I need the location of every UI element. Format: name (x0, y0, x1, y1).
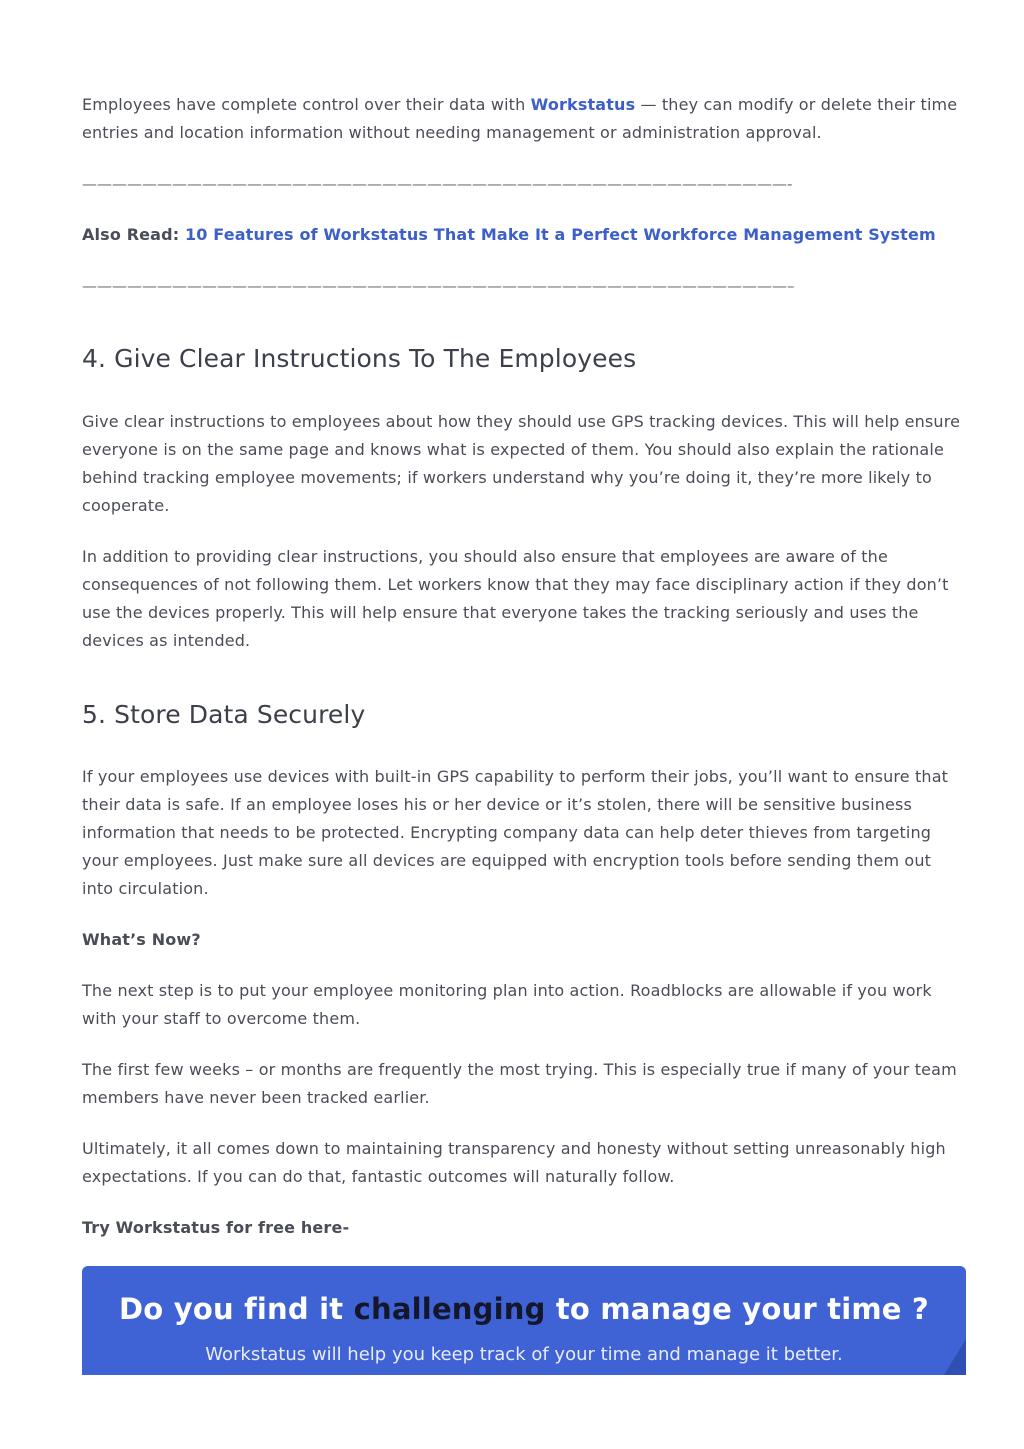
try-workstatus-cta: Try Workstatus for free here- (82, 1218, 350, 1237)
also-read-line (82, 221, 967, 249)
whats-now-label: What’s Now? (82, 930, 201, 949)
divider-bottom: ———————————————————————————————————————————————– (82, 277, 795, 295)
section4-paragraph-1: Give clear instructions to employees about how they should use GPS tracking devices. This will help ensure everyone is on the same page and knows what is expected of them. You should also explain the rationale behind tracking employee movements; if workers understand why you’re doing it, they’re more likely to cooperate. (82, 412, 961, 515)
intro-text-after: — they can modify or delete their time entries and location information without needing management or administration approval. (82, 95, 958, 142)
also-read-link[interactable]: 10 Features of Workstatus That Make It a Perfect Workforce Management System (185, 225, 936, 244)
banner-title-before: Do you find it (119, 1292, 354, 1326)
banner-corner-decoration (944, 1339, 966, 1375)
intro-text-before: Employees have complete control over their data with (82, 95, 531, 114)
intro-paragraph (82, 91, 967, 147)
whats-now-paragraph-3: Ultimately, it all comes down to maintaining transparency and honesty without setting unreasonably high expectations. If you can do that, fantastic outcomes will naturally follow. (82, 1139, 946, 1186)
whats-now-paragraph-1: The next step is to put your employee monitoring plan into action. Roadblocks are allowable if you work with your staff to overcome them. (82, 981, 932, 1028)
section5-heading: 5. Store Data Securely (82, 700, 366, 729)
workstatus-link[interactable]: Workstatus (530, 95, 636, 114)
section4-heading: 4. Give Clear Instructions To The Employees (82, 344, 637, 373)
workstatus-promo-banner[interactable] (82, 1266, 966, 1375)
banner-title-after: to manage your time ? (545, 1292, 929, 1326)
banner-title (82, 1292, 966, 1326)
also-read-label: Also Read: (82, 225, 185, 244)
section4-paragraph-2: In addition to providing clear instructions, you should also ensure that employees are aware of the consequences of not following them. Let workers know that they may face disciplinary action if they don’t use the devices properly. This will help ensure that everyone takes the tracking seriously and uses the devices as intended. (82, 547, 949, 650)
whats-now-paragraph-2: The first few weeks – or months are frequently the most trying. This is especially true if many of your team members have never been tracked earlier. (82, 1060, 957, 1107)
section5-paragraph-1: If your employees use devices with built-in GPS capability to perform their jobs, you’ll want to ensure that their data is safe. If an employee loses his or her device or it’s stolen, there will be sensitive business information that needs to be protected. Encrypting company data can help deter thieves from targeting your employees. Just make sure all devices are equipped with encryption tools before sending them out into circulation. (82, 767, 949, 898)
divider-top: ———————————————————————————————————————————————- (82, 175, 793, 193)
banner-title-accent: challenging (353, 1292, 546, 1326)
banner-subtitle: Workstatus will help you keep track of your time and manage it better. (205, 1344, 843, 1365)
